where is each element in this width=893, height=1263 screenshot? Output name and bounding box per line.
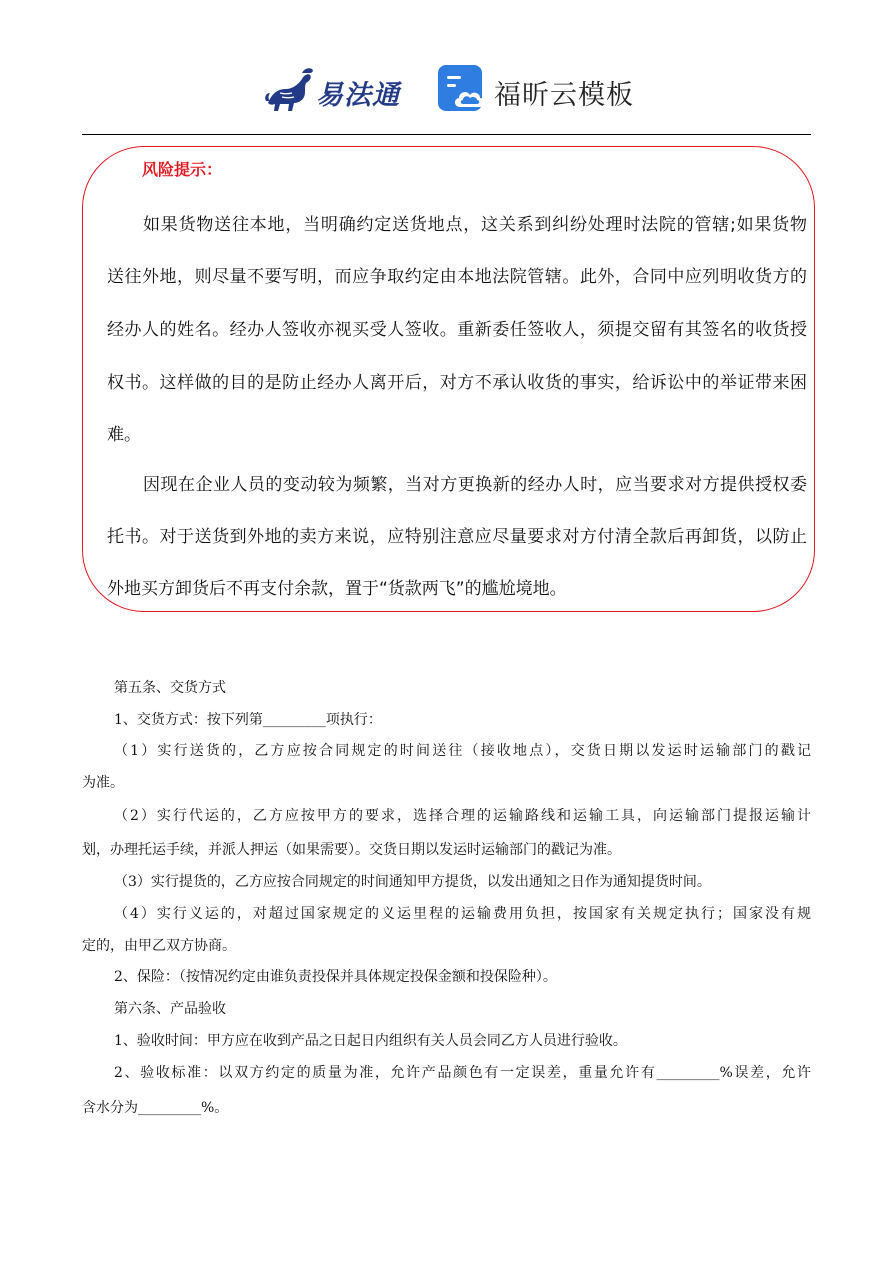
document-cloud-icon — [436, 63, 488, 115]
risk-notice-line: 权书。这样做的目的是防止经办人离开后，对方不承认收货的事实，给诉讼中的举证带来困 — [107, 373, 807, 393]
body-paragraph-line: 定的，由甲乙双方协商。 — [82, 938, 236, 954]
risk-notice-line: 经办人的姓名。经办人签收亦视买受人签收。重新委任签收人，须提交留有其签名的收货授 — [107, 320, 807, 340]
yifatong-logo — [262, 63, 412, 115]
fuxin-logo-text: 福昕云模板 — [494, 80, 634, 111]
body-paragraph-line: （2）实行代运的，乙方应按甲方的要求，选择合理的运输路线和运输工具，向运输部门提报运输计 — [114, 808, 811, 824]
header-divider — [82, 134, 811, 135]
body-paragraph-line: 含水分为_________%。 — [82, 1100, 229, 1116]
body-paragraph-line: 1、验收时间：甲方应在收到产品之日起日内组织有关人员会同乙方人员进行验收。 — [114, 1033, 627, 1049]
page-header — [0, 55, 893, 125]
risk-notice-line: 外地买方卸货后不再支付余款，置于“货款两飞”的尴尬境地。 — [107, 579, 567, 599]
risk-notice-line: 难。 — [107, 425, 141, 445]
body-paragraph-line: （3）实行提货的，乙方应按合同规定的时间通知甲方提货，以发出通知之日作为通知提货时间。 — [114, 874, 711, 890]
body-paragraph-line: 划，办理托运手续，并派人押运（如果需要）。交货日期以发运时运输部门的戳记为准。 — [82, 842, 621, 858]
fuxin-logo — [436, 63, 636, 115]
body-paragraph-line: 1、交货方式：按下列第_________项执行： — [114, 712, 382, 728]
section-heading: 第五条、交货方式 — [114, 680, 226, 696]
qilin-icon — [262, 63, 318, 115]
body-paragraph-line: （1）实行送货的，乙方应按合同规定的时间送往（接收地点），交货日期以发运时运输部门的戳记 — [114, 743, 811, 759]
yifatong-logo-text: 易法通 — [316, 80, 400, 111]
risk-notice-title: 风险提示： — [142, 160, 223, 179]
body-paragraph-line: 为准。 — [82, 775, 124, 791]
body-paragraph-line: 2、验收标准：以双方约定的质量为准，允许产品颜色有一定误差，重量允许有_________%误差，允许 — [114, 1065, 811, 1081]
risk-notice-line: 送往外地，则尽量不要写明，而应争取约定由本地法院管辖。此外，合同中应列明收货方的 — [107, 267, 807, 287]
body-paragraph-line: （4）实行义运的，对超过国家规定的义运里程的运输费用负担，按国家有关规定执行；国家没有规 — [114, 906, 811, 922]
body-paragraph-line: 2、保险：（按情况约定由谁负责投保并具体规定投保金额和投保险种）。 — [114, 969, 557, 985]
risk-notice-line: 如果货物送往本地，当明确约定送货地点，这关系到纠纷处理时法院的管辖;如果货物 — [143, 215, 807, 235]
risk-notice-line: 托书。对于送货到外地的卖方来说，应特别注意应尽量要求对方付清全款后再卸货，以防止 — [107, 527, 807, 547]
risk-notice-line: 因现在企业人员的变动较为频繁，当对方更换新的经办人时，应当要求对方提供授权委 — [143, 475, 807, 495]
section-heading: 第六条、产品验收 — [114, 1001, 226, 1017]
